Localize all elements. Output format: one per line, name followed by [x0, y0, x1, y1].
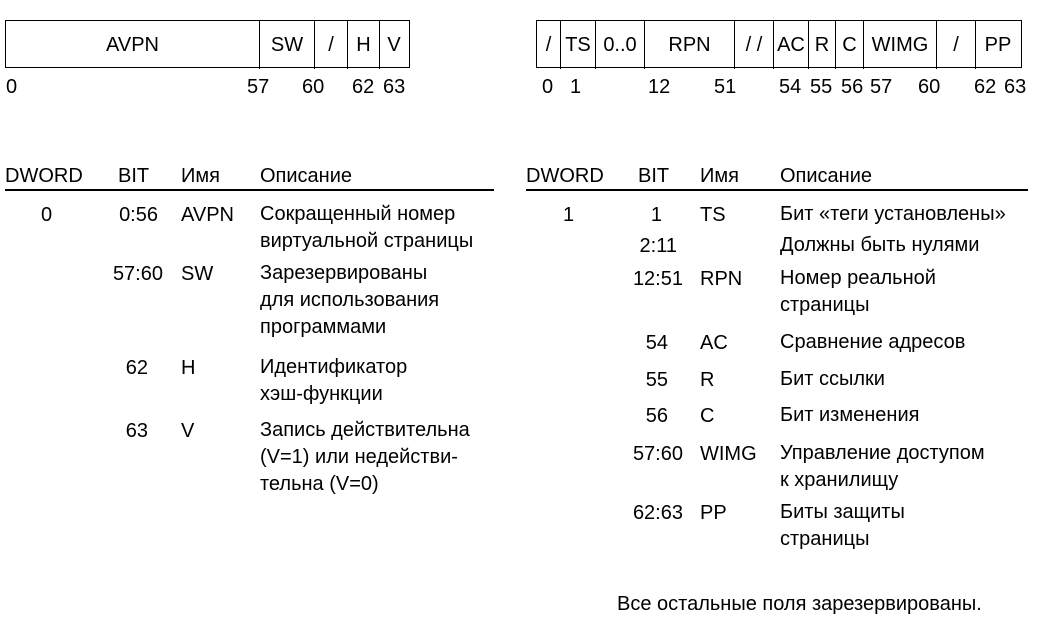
- row-description: Бит изменения: [780, 404, 920, 426]
- header-name: Имя: [700, 165, 739, 187]
- field-reserved: /: [545, 33, 552, 56]
- bit-label: 0: [6, 76, 18, 98]
- header-rule: [526, 189, 1028, 191]
- header-bit: BIT: [118, 165, 150, 187]
- bit-label: 1: [570, 76, 582, 98]
- row-bit: 63: [125, 420, 148, 442]
- row-description: Бит «теги установлены»: [780, 203, 1006, 225]
- dword0-register: [5, 20, 410, 68]
- header-dword: DWORD: [526, 165, 604, 187]
- row-description: Идентификатор хэш-функции: [260, 356, 408, 405]
- row-bit: 54: [645, 332, 668, 354]
- dword1-register: [536, 20, 1022, 68]
- row-bit: 0:56: [119, 204, 158, 226]
- field-sw: SW: [259, 21, 314, 69]
- field-ts: TS: [560, 21, 595, 69]
- bit-label: 0: [542, 76, 554, 98]
- row-name: PP: [700, 502, 727, 524]
- row-name: AC: [700, 332, 728, 354]
- dword-value: 0: [41, 204, 53, 226]
- bit-label: 62: [974, 76, 997, 98]
- field-wimg: WIMG: [863, 21, 936, 69]
- row-bit: 55: [645, 369, 668, 391]
- bit-label: 57: [870, 76, 893, 98]
- field-reserved: /: [314, 21, 347, 69]
- header-dword: DWORD: [5, 165, 83, 187]
- field-reserved-3: /: [936, 21, 975, 69]
- row-name: R: [700, 369, 715, 391]
- row-name: SW: [181, 263, 214, 285]
- row-bit: 1: [650, 204, 662, 226]
- bit-label: 57: [247, 76, 270, 98]
- header-description: Описание: [260, 165, 353, 187]
- field-zeros: 0..0: [595, 21, 644, 69]
- row-description: Биты защиты страницы: [780, 501, 905, 550]
- header-bit: BIT: [638, 165, 670, 187]
- field-rpn: RPN: [644, 21, 734, 69]
- row-bit: 12:51: [632, 268, 683, 290]
- row-name: TS: [700, 204, 726, 226]
- bit-label: 60: [302, 76, 325, 98]
- bit-label: 12: [648, 76, 671, 98]
- row-bit: 2:11: [639, 235, 677, 257]
- row-description: Сокращенный номер виртуальной страницы: [260, 203, 474, 252]
- bit-label: 60: [918, 76, 941, 98]
- bit-label: 55: [810, 76, 833, 98]
- field-r: R: [808, 21, 835, 69]
- row-name: RPN: [700, 268, 743, 290]
- header-description: Описание: [780, 165, 873, 187]
- field-avpn: AVPN: [106, 33, 159, 56]
- row-name: WIMG: [700, 443, 757, 465]
- row-bit: 62:63: [632, 502, 683, 524]
- row-name: V: [181, 420, 195, 442]
- bit-label: 51: [714, 76, 737, 98]
- row-bit: 62: [125, 357, 148, 379]
- row-name: AVPN: [181, 204, 234, 226]
- field-c: C: [835, 21, 863, 69]
- field-h: H: [347, 21, 379, 69]
- bit-label: 63: [1004, 76, 1027, 98]
- dword-value: 1: [563, 204, 575, 226]
- row-description: Бит ссылки: [780, 368, 885, 390]
- header-name: Имя: [181, 165, 220, 187]
- row-description: Сравнение адресов: [780, 331, 966, 353]
- row-description: Запись действительна (V=1) или недействи- тельна (V=0): [260, 419, 470, 495]
- field-pp: PP: [975, 21, 1020, 69]
- bit-label: 62: [352, 76, 375, 98]
- row-bit: 57:60: [112, 263, 163, 285]
- bit-label: 56: [841, 76, 864, 98]
- row-bit: 57:60: [632, 443, 683, 465]
- header-rule: [5, 189, 494, 191]
- field-reserved-2: / /: [734, 21, 773, 69]
- row-description: Управление доступом к хранилищу: [780, 442, 985, 491]
- row-description: Должны быть нулями: [780, 234, 980, 256]
- row-description: Зарезервированы для использования программами: [260, 262, 440, 338]
- bit-label: 63: [383, 76, 406, 98]
- footer-note: Все остальные поля зарезервированы.: [617, 593, 982, 615]
- row-bit: 56: [645, 405, 668, 427]
- row-description: Номер реальной страницы: [780, 267, 936, 316]
- bit-label: 54: [779, 76, 802, 98]
- field-v: V: [379, 21, 408, 69]
- row-name: H: [181, 357, 196, 379]
- field-ac: AC: [773, 21, 808, 69]
- row-name: C: [700, 405, 715, 427]
